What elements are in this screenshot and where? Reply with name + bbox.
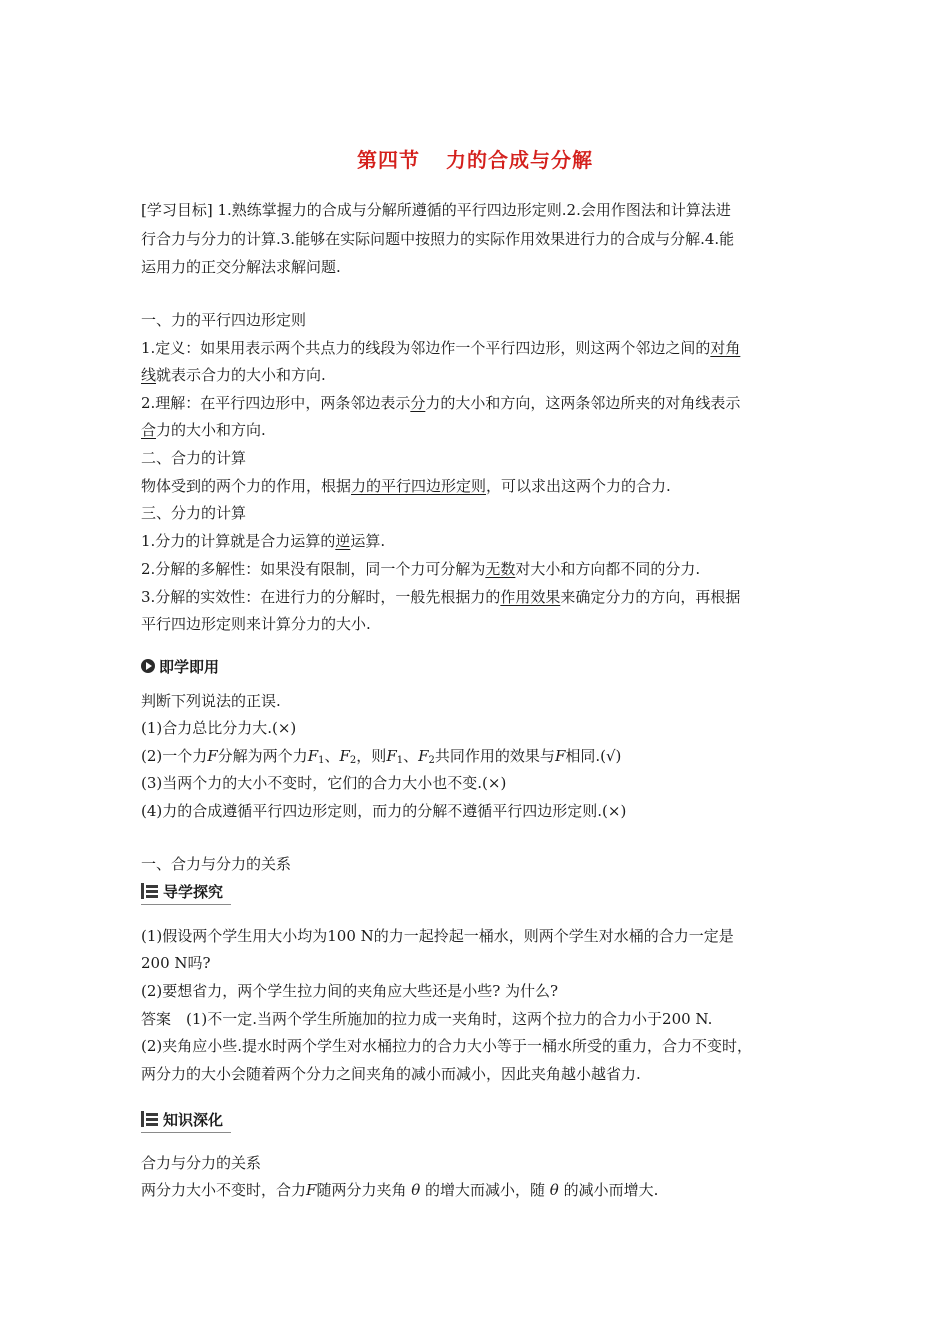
tag-underline (141, 1132, 231, 1133)
section-2-blank: 力的平行四边形定则 (351, 477, 487, 495)
answer-line-1: 答案 (1)不一定.当两个学生所施加的拉力成一夹角时，这两个拉力的合力小于200 N. (141, 1010, 713, 1028)
q2-sep-1: 、 (324, 747, 340, 765)
force-symbol: F (306, 1181, 317, 1199)
practice-intro: 判断下列说法的正误. (141, 692, 281, 710)
force-symbol-1: F (307, 747, 319, 765)
point-2-text: 2.分解的多解性：如果没有限制，同一个力可分解为 (141, 560, 486, 578)
force-symbol-2: F (339, 747, 350, 765)
section-3-point-3-cont: 平行四边形定则来计算分力的大小. (141, 615, 371, 633)
subscript-1b: 1 (396, 755, 404, 766)
force-symbol: F (207, 747, 218, 765)
force-symbol-b: F (554, 747, 566, 765)
point-1-blank: 逆 (335, 532, 351, 550)
guided-inquiry-label: 导学探究 (163, 882, 224, 901)
deepening-text-2: 随两分力夹角 (316, 1181, 412, 1199)
definition-line-2 (141, 364, 821, 386)
understanding-text-end: 力的大小和方向. (156, 421, 266, 439)
knowledge-deepening-tag (141, 1107, 223, 1131)
section-3-heading: 三、分力的计算 (141, 504, 247, 522)
subscript-2b: 2 (428, 755, 435, 766)
list-icon (141, 883, 158, 899)
deepening-text-1: 两分力大小不变时，合力 (141, 1181, 307, 1199)
q2-text-1: (2)一个力 (141, 747, 208, 765)
section-2-text-end: ，可以求出这两个力的合力. (486, 477, 671, 495)
practice-tag-label: 即学即用 (159, 657, 220, 676)
inquiry-question-1: (1)假设两个学生用大小均为100 N的力一起拎起一桶水，则两个学生对水桶的合力一定是 (141, 927, 734, 945)
q2-text-3: ，则 (356, 747, 387, 765)
theta-symbol: θ (549, 1181, 559, 1199)
q2-text-5: 相同.(√) (565, 747, 622, 765)
point-3-text: 3.分解的实效性：在进行力的分解时，一般先根据力的 (141, 588, 501, 606)
q2-text-4: 共同作用的效果与 (434, 747, 555, 765)
section-3-point-3 (141, 586, 821, 608)
section-3-point-1 (141, 530, 821, 552)
point-3-blank: 作用效果 (500, 588, 561, 606)
practice-item-4: (4)力的合成遵循平行四边形定则，而力的分解不遵循平行四边形定则.(×) (141, 802, 627, 820)
definition-blank: 对角 (710, 339, 741, 357)
title-topic: 力的合成与分解 (446, 148, 593, 172)
objectives-line-1: [学习目标] 1.熟练掌握力的合成与分解所遵循的平行四边形定则.2.会用作图法和计算法进 (141, 201, 731, 219)
deepening-heading: 合力与分力的关系 (141, 1154, 262, 1172)
tag-underline (141, 904, 231, 905)
point-3-text-mid: 来确定分力的方向，再根据 (560, 588, 741, 606)
inquiry-question-1-cont: 200 N吗? (141, 954, 211, 972)
list-icon (141, 1111, 158, 1127)
understanding-blank-1: 分 (410, 394, 426, 412)
section-3-point-2 (141, 558, 821, 580)
force-symbol-2b: F (418, 747, 429, 765)
deepening-text (141, 1179, 821, 1201)
subscript-1: 1 (318, 755, 325, 766)
subscript-2: 2 (349, 755, 357, 766)
definition-text-end: 就表示合力的大小和方向. (156, 366, 326, 384)
objectives-line-3: 运用力的正交分解法求解问题. (141, 258, 341, 276)
understanding-text: 2.理解：在平行四边形中，两条邻边表示 (141, 394, 411, 412)
understanding-line-2 (141, 419, 821, 441)
theta-symbol: θ (411, 1181, 421, 1199)
understanding-text-mid: 力的大小和方向，这两条邻边所夹的对角线表示 (425, 394, 741, 412)
section-1-heading: 一、力的平行四边形定则 (141, 311, 307, 329)
title-section-number: 第四节 (357, 148, 420, 172)
force-symbol-1b: F (386, 747, 397, 765)
knowledge-deepening-label: 知识深化 (163, 1110, 224, 1129)
answer-line-3: 两分力的大小会随着两个分力之间夹角的减小而减小，因此夹角越小越省力. (141, 1065, 641, 1083)
definition-line-1 (141, 337, 821, 359)
play-icon (141, 659, 155, 673)
part-1-heading: 一、合力与分力的关系 (141, 855, 292, 873)
practice-item-3: (3)当两个力的大小不变时，它们的合力大小也不变.(×) (141, 774, 507, 792)
answer-line-2: (2)夹角应小些.提水时两个学生对水桶拉力的合力大小等于一桶水所受的重力，合力不变时， (141, 1037, 753, 1055)
deepening-text-3: 的增大而减小，随 (420, 1181, 550, 1199)
point-2-text-end: 对大小和方向都不同的分力. (515, 560, 701, 578)
inquiry-question-2: (2)要想省力，两个学生拉力间的夹角应大些还是小些? 为什么? (141, 982, 559, 1000)
point-2-blank: 无数 (485, 560, 516, 578)
understanding-line-1 (141, 392, 821, 414)
practice-tag (141, 654, 219, 678)
understanding-blank-2: 合 (141, 421, 157, 439)
definition-blank-cont: 线 (141, 366, 157, 384)
objectives-line-2: 行合力与分力的计算.3.能够在实际问题中按照力的实际作用效果进行力的合成与分解.4.能 (141, 230, 735, 248)
page-title (0, 144, 950, 173)
point-1-text-end: 运算. (350, 532, 386, 550)
section-2-heading: 二、合力的计算 (141, 449, 247, 467)
deepening-text-4: 的减小而增大. (558, 1181, 659, 1199)
practice-item-2 (141, 745, 821, 767)
definition-text: 1.定义：如果用表示两个共点力的线段为邻边作一个平行四边形，则这两个邻边之间的 (141, 339, 711, 357)
section-2-text-start: 物体受到的两个力的作用，根据 (141, 477, 352, 495)
section-2-text (141, 475, 821, 497)
q2-text-2: 分解为两个力 (217, 747, 308, 765)
guided-inquiry-tag (141, 879, 223, 903)
practice-item-1: (1)合力总比分力大.(×) (141, 719, 297, 737)
q2-sep-2: 、 (403, 747, 419, 765)
point-1-text: 1.分力的计算就是合力运算的 (141, 532, 336, 550)
